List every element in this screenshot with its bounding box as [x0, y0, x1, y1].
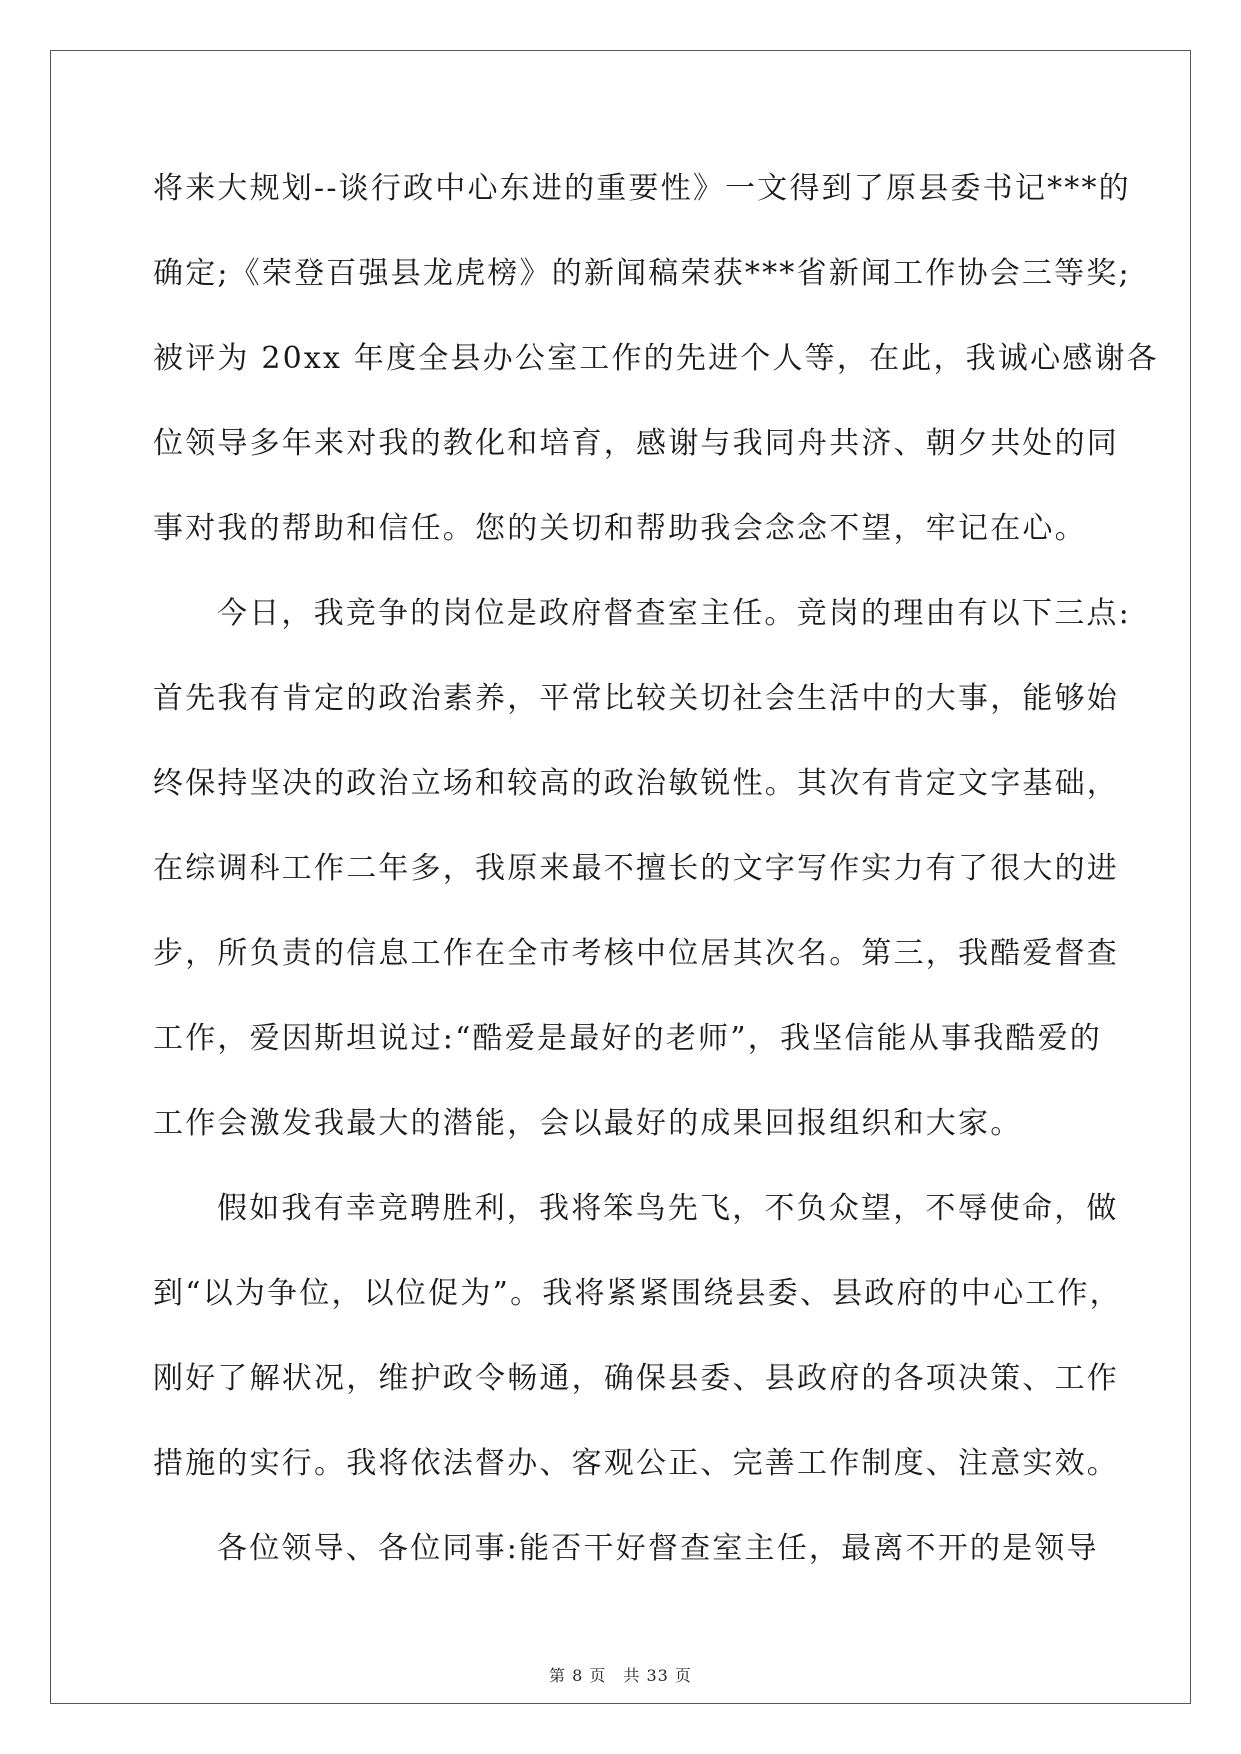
text-line: 步，所负责的信息工作在全市考核中位居其次名。第三，我酷爱督查 — [153, 936, 1119, 971]
text-line: 位领导多年来对我的教化和培育，感谢与我同舟共济、朝夕共处的同 — [153, 426, 1119, 461]
text-line: 终保持坚决的政治立场和较高的政治敏锐性。其次有肯定文字基础， — [153, 766, 1119, 801]
text-line: 各位领导、各位同事:能否干好督查室主任，最离不开的是领导 — [217, 1531, 1099, 1566]
document-body — [153, 162, 1159, 1607]
text-line: 假如我有幸竞聘胜利，我将笨鸟先飞，不负众望，不辱使命，做 — [217, 1191, 1119, 1226]
text-line: 工作会激发我最大的潜能，会以最好的成果回报组织和大家。 — [153, 1106, 1023, 1141]
text-line: 事对我的帮助和信任。您的关切和帮助我会念念不望，牢记在心。 — [153, 511, 1087, 546]
text-line: 在综调科工作二年多，我原来最不擅长的文字写作实力有了很大的进 — [153, 851, 1119, 886]
page-number-footer: 第 8 页 共 33 页 — [549, 1666, 692, 1685]
text-line: 措施的实行。我将依法督办、客观公正、完善工作制度、注意实效。 — [153, 1446, 1119, 1481]
text-line: 确定;《荣登百强县龙虎榜》的新闻稿荣获***省新闻工作协会三等奖; — [153, 256, 1131, 291]
text-line: 到“以为争位，以位促为”。我将紧紧围绕县委、县政府的中心工作， — [153, 1276, 1122, 1311]
text-line: 将来大规划--谈行政中心东进的重要性》一文得到了原县委书记***的 — [153, 171, 1131, 206]
text-line: 首先我有肯定的政治素养，平常比较关切社会生活中的大事，能够始 — [153, 681, 1119, 716]
text-line: 今日，我竞争的岗位是政府督查室主任。竞岗的理由有以下三点: — [217, 596, 1131, 631]
text-line: 刚好了解状况，维护政令畅通，确保县委、县政府的各项决策、工作 — [153, 1361, 1119, 1396]
text-line: 被评为 20xx 年度全县办公室工作的先进个人等，在此，我诚心感谢各 — [153, 341, 1159, 376]
text-line: 工作，爱因斯坦说过:“酷爱是最好的老师”，我坚信能从事我酷爱的 — [153, 1021, 1102, 1056]
